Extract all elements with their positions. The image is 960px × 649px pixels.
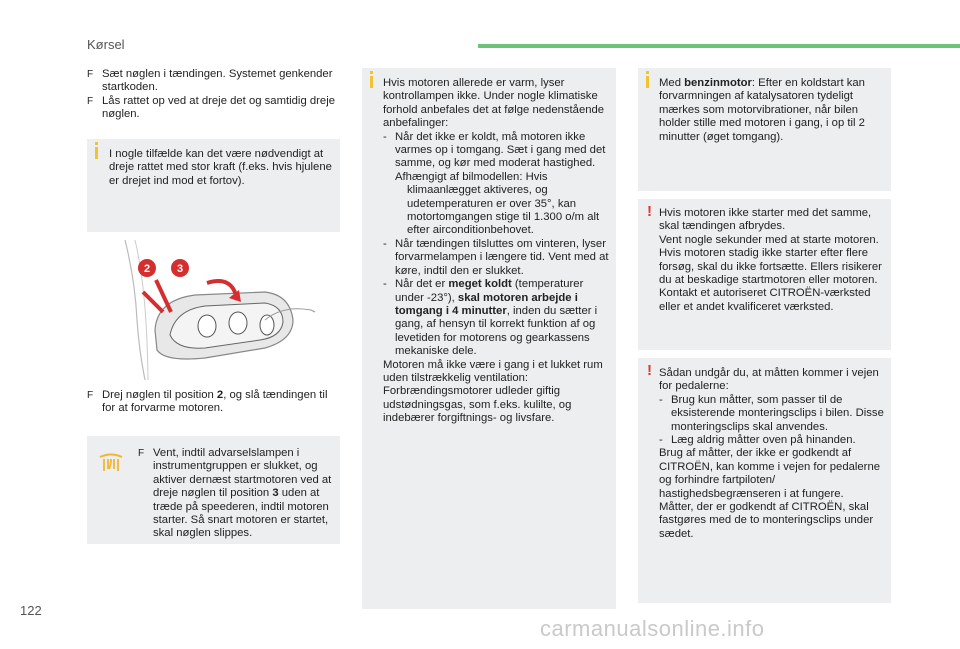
step-insert-key [87,68,337,95]
warning-text-1: Hvis motoren ikke starter med det samme, skal tændingen afbrydes. [659,207,872,233]
intro-text: Hvis motoren allerede er varm, lyser kontrollampen ikke. Under nogle klimatiske forhold anbefales det at følge nedenstående anbefalinger: [383,77,605,130]
warning-box-mats: ! Sådan undgår du, at måtten kommer i vejen for pedalerne: - Brug kun måtter, som passer til de eksisterende monteringsclips i bilen. Disse monteringsclips skal anvendes. - Læg aldrig måtter oven på hinanden. Brug af måtter, der ikke er godkendt af CITROËN, kan komme i vejen for pedalerne og forhindre fartpiloten/ hastighedsbegrænseren i at fungere. Måtter, der er godkendt af CITROËN, skal fastgøres med de to monteringsclips under sædet. [638,358,891,603]
warning-text-2: Vent nogle sekunder med at starte motoren. Hvis motoren stadig ikke starter efter flere forsøg, skal du ikke fortsætte. Ellers risikerer du at beskadige startmotoren eller motoren. [659,233,882,287]
info-box-steering [87,139,340,232]
item-very-cold: Når det er meget koldt (temperaturer under -23°), skal motoren arbejde i tomgang i 4 minutter, inden du sætter i gang, af hensyn til korrekt funktion af og levetiden for motorens og gearkassens mekaniske dele. [395,278,598,358]
mats-item-1: Brug kun måtter, som passer til de eksisterende monteringsclips i bilen. Disse monteringsclips skal anvendes. [671,393,884,433]
mats-paragraph-2: Måtter, der er godkendt af CITROËN, skal fastgøres med de to monteringsclips under sædet. [659,501,874,540]
info-icon [646,76,649,88]
mats-item-2: Læg aldrig måtter oven på hinanden. [671,434,856,447]
warning-text-3: Kontakt et autoriseret CITROËN-værksted eller et andet kvalificeret værksted. [659,287,871,313]
info-icon [370,76,373,88]
item-model-dependent: Afhængigt af bilmodellen: Hvis klimaanlægget aktiveres, og udetemperaturen er over 35°, kan motortomgangen stige til 1.300 o/m alt efter airconditionbehovet. [395,170,600,237]
section-title: Kørsel [87,37,125,52]
callout-label-3: 3 [176,263,184,275]
step-text: Lås rattet op ved at dreje det og samtidig dreje nøglen. [102,94,335,121]
step-marker: F [87,95,94,107]
step-marker: F [87,69,94,80]
item-winter: Når tændingen tilsluttes om vinteren, lyser forvarmelampen i længere tid. Vent med at køre, indtil den er slukket. [395,237,609,277]
step-marker: F [87,390,94,401]
info-box-petrol [638,68,891,191]
warning-box-start [638,199,891,350]
page-number: 122 [20,603,42,618]
watermark: carmanualsonline.info [540,616,765,641]
callout-label-2: 2 [143,263,151,275]
step-text: Sæt nøglen i tændingen. Systemet genkender startkoden. [102,68,333,94]
item-not-cold: Når det ikke er koldt, må motoren ikke varmes op i tomgang. Sæt i gang med det samme, og kør med moderat hastighed. [395,130,606,170]
steps-top [87,68,337,122]
info-icon [95,147,98,159]
section-accent-bar [478,44,960,48]
warning-icon: ! [647,203,652,220]
info-box-engine-warm: Hvis motoren allerede er varm, lyser kontrollampen ikke. Under nogle klimatiske forhold anbefales det at følge nedenstående anbefalinger: - Når det ikke er koldt, må motoren ikke varmes op i tomgang. Sæt i gang med det samme, og kør med moderat hastighed. Afhængigt af bilmodellen: Hvis klimaanlægget aktiveres, og udetemperaturen er over 35°, kan motortomgangen stige til 1.300 o/m alt efter airconditionbehovet. - Når tændingen tilsluttes om vinteren, lyser forvarmelampen i længere tid. Vent med at køre, indtil den er slukket. - Når det er meget koldt (temperaturer under -23°), skal motoren arbejde i tomgang i 4 minutter, inden du sætter i gang, af hensyn til korrekt funktion af og levetiden for motorens og gearkassens mekaniske dele. Motoren må ikke være i gang i et lukket rum uden tilstrækkelig ventilation: Forbrændingsmotorer udleder giftig udstødningsgas, som f.eks. kulilte, og indebærer forgiftnings- og livsfare. [362,68,616,609]
warning-icon: ! [647,362,652,379]
glow-plug-box [87,436,340,544]
key-illustration [115,240,335,380]
closing-text: Motoren må ikke være i gang i et lukket rum uden tilstrækkelig ventilation: Forbrændingsmotorer udleder giftig udstødningsgas, som f.eks. kulilte, og indebærer forgiftnings- og livsfare. [383,358,603,425]
key-fob-image [115,240,335,380]
glow-text: Vent, indtil advarselslampen i instrumentgruppen er slukket, og aktiver dernæst startmotoren ved at dreje nøglen til position 3 uden at træde på speederen, indtil motoren starter. Så snart motoren er startet, skal nøglen slippes. [153,447,332,540]
petrol-text: Med benzinmotor: Efter en koldstart kan forvarmningen af katalysatoren tydeligt mærkes som motorvibrationer, når bilen holder stille med motoren i gang, i op til 2 minutter (øget tomgang). [659,77,865,143]
mats-paragraph-1: Brug af måtter, der ikke er godkendt af CITROËN, kan komme i vejen for pedalerne og forhindre fartpiloten/ hastighedsbegrænseren i at fungere. [659,447,881,500]
info-text: I nogle tilfælde kan det være nødvendigt at dreje rattet med stor kraft (f.eks. hvis hjulene er drejet ind mod et fortov). [109,148,332,187]
mats-intro: Sådan undgår du, at måtten kommer i vejen for pedalerne: [659,367,879,393]
step-marker: F [138,448,145,459]
step-unlock-steering [87,95,337,122]
glow-plug-icon [98,453,124,478]
step-position-2 [87,389,342,416]
step-text: Drej nøglen til position 2, og slå tændingen til for at forvarme motoren. [102,389,328,415]
